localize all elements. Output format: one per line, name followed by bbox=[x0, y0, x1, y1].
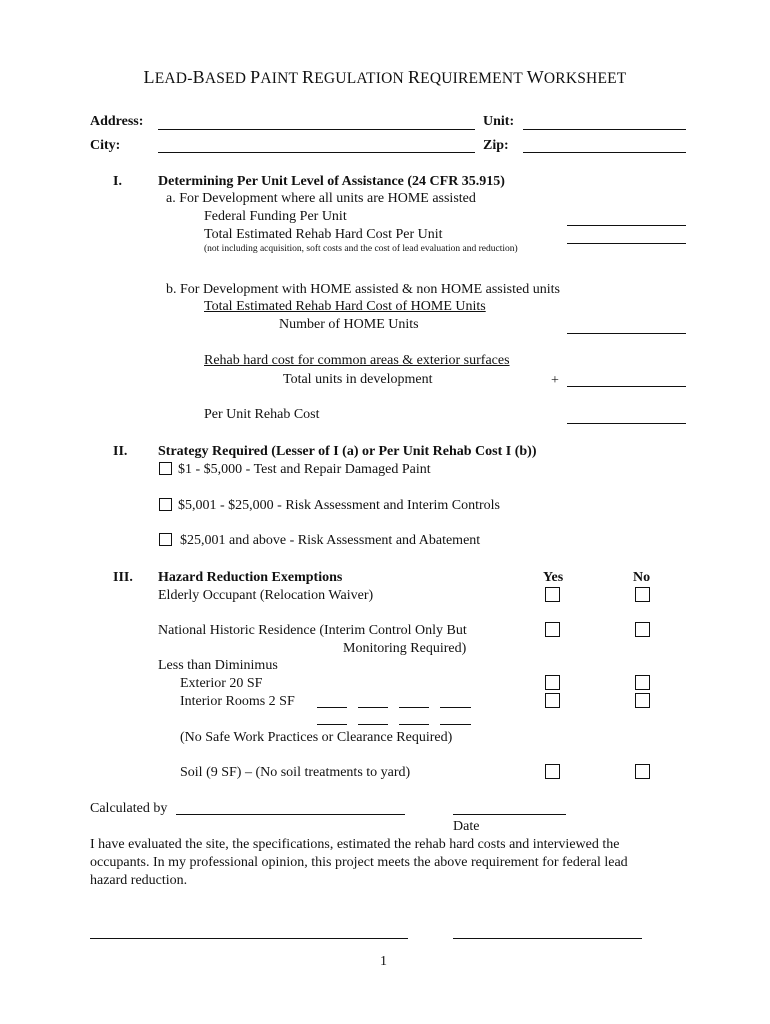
strategy-option-1-label: $1 - $5,000 - Test and Repair Damaged Paint bbox=[178, 462, 431, 477]
calculated-by-label: Calculated by bbox=[90, 801, 168, 816]
section-1-heading: Determining Per Unit Level of Assistance (24 CFR 35.915) bbox=[158, 174, 505, 189]
home-units-count-label: Number of HOME Units bbox=[279, 317, 419, 332]
exterior-label: Exterior 20 SF bbox=[180, 676, 263, 691]
section-2-heading: Strategy Required (Lesser of I (a) or Per Unit Rehab Cost I (b)) bbox=[158, 444, 537, 459]
no-column-header: No bbox=[633, 570, 651, 585]
interior-room-field-6[interactable] bbox=[358, 724, 388, 725]
section-1b-label: b. For Development with HOME assisted & non HOME assisted units bbox=[166, 282, 560, 297]
total-rehab-cost-label: Total Estimated Rehab Hard Cost Per Unit bbox=[204, 227, 443, 242]
soil-yes-checkbox[interactable] bbox=[545, 764, 560, 779]
unit-label: Unit: bbox=[483, 114, 515, 129]
address-field[interactable] bbox=[158, 129, 475, 130]
common-areas-result-field[interactable] bbox=[567, 386, 686, 387]
per-unit-cost-field[interactable] bbox=[567, 423, 686, 424]
strategy-option-3-checkbox[interactable] bbox=[159, 533, 172, 546]
strategy-option-3-label: $25,001 and above - Risk Assessment and Abatement bbox=[180, 533, 481, 548]
common-areas-cost-label: Rehab hard cost for common areas & exterior surfaces bbox=[204, 353, 510, 368]
home-units-result-field[interactable] bbox=[567, 333, 686, 334]
total-rehab-cost-field[interactable] bbox=[567, 243, 686, 244]
safe-work-note: (No Safe Work Practices or Clearance Required) bbox=[180, 730, 453, 745]
interior-yes-checkbox[interactable] bbox=[545, 693, 560, 708]
address-label: Address: bbox=[90, 114, 144, 129]
section-1a-label: a. For Development where all units are HOME assisted bbox=[166, 191, 476, 206]
historic-residence-label-cont: Monitoring Required) bbox=[343, 641, 467, 656]
page-title: LEAD-BASED PAINT REGULATION REQUIREMENT WORKSHEET bbox=[143, 67, 627, 87]
diminimus-label: Less than Diminimus bbox=[158, 658, 278, 673]
zip-label: Zip: bbox=[483, 138, 509, 153]
interior-room-field-8[interactable] bbox=[440, 724, 471, 725]
strategy-option-2-checkbox[interactable] bbox=[159, 498, 172, 511]
section-2-numeral: II. bbox=[113, 444, 128, 459]
yes-column-header: Yes bbox=[543, 570, 564, 585]
interior-no-checkbox[interactable] bbox=[635, 693, 650, 708]
unit-field[interactable] bbox=[523, 129, 686, 130]
federal-funding-field[interactable] bbox=[567, 225, 686, 226]
section-3-heading: Hazard Reduction Exemptions bbox=[158, 570, 343, 585]
federal-funding-label: Federal Funding Per Unit bbox=[204, 209, 347, 224]
historic-no-checkbox[interactable] bbox=[635, 622, 650, 637]
interior-room-field-2[interactable] bbox=[358, 707, 388, 708]
interior-room-field-3[interactable] bbox=[399, 707, 429, 708]
statement-line-1: I have evaluated the site, the specifications, estimated the rehab hard costs and interviewed the bbox=[90, 837, 620, 852]
elderly-yes-checkbox[interactable] bbox=[545, 587, 560, 602]
statement-line-3: hazard reduction. bbox=[90, 873, 188, 888]
interior-room-field-1[interactable] bbox=[317, 707, 347, 708]
historic-yes-checkbox[interactable] bbox=[545, 622, 560, 637]
interior-label: Interior Rooms 2 SF bbox=[180, 694, 295, 709]
per-unit-cost-label: Per Unit Rehab Cost bbox=[204, 407, 320, 422]
total-units-label: Total units in development bbox=[283, 372, 433, 387]
calculated-by-field[interactable] bbox=[176, 814, 405, 815]
historic-residence-label: National Historic Residence (Interim Control Only But bbox=[158, 623, 467, 638]
date-field[interactable] bbox=[453, 814, 566, 815]
elderly-no-checkbox[interactable] bbox=[635, 587, 650, 602]
signature-field[interactable] bbox=[90, 938, 408, 939]
city-field[interactable] bbox=[158, 152, 475, 153]
page-number: 1 bbox=[380, 954, 387, 969]
soil-no-checkbox[interactable] bbox=[635, 764, 650, 779]
strategy-option-1-checkbox[interactable] bbox=[159, 462, 172, 475]
cost-note: (not including acquisition, soft costs and the cost of lead evaluation and reduction) bbox=[204, 244, 518, 254]
section-1-numeral: I. bbox=[113, 174, 122, 189]
section-3-numeral: III. bbox=[113, 570, 133, 585]
plus-sign: + bbox=[551, 373, 559, 388]
interior-room-field-7[interactable] bbox=[399, 724, 429, 725]
signature-date-field[interactable] bbox=[453, 938, 642, 939]
strategy-option-2-label: $5,001 - $25,000 - Risk Assessment and Interim Controls bbox=[178, 498, 500, 513]
interior-room-field-5[interactable] bbox=[317, 724, 347, 725]
exterior-no-checkbox[interactable] bbox=[635, 675, 650, 690]
elderly-occupant-label: Elderly Occupant (Relocation Waiver) bbox=[158, 588, 374, 603]
date-label: Date bbox=[453, 819, 480, 834]
home-units-cost-label: Total Estimated Rehab Hard Cost of HOME Units bbox=[204, 299, 486, 314]
interior-room-field-4[interactable] bbox=[440, 707, 471, 708]
exterior-yes-checkbox[interactable] bbox=[545, 675, 560, 690]
soil-label: Soil (9 SF) – (No soil treatments to yard) bbox=[180, 765, 411, 780]
zip-field[interactable] bbox=[523, 152, 686, 153]
city-label: City: bbox=[90, 138, 121, 153]
statement-line-2: occupants. In my professional opinion, this project meets the above requirement for federal lead bbox=[90, 855, 628, 870]
